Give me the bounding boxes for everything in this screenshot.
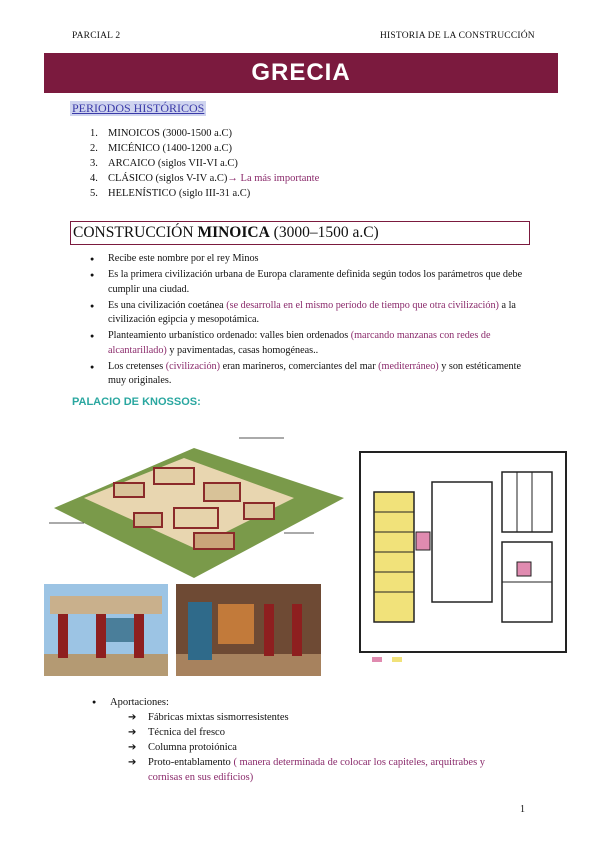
bullet-item	[90, 252, 530, 267]
section-prefix: CONSTRUCCIÓN	[73, 224, 198, 241]
palace-floor-plan	[352, 432, 574, 676]
section-suffix: (3000–1500 a.C)	[269, 224, 379, 241]
north-entrance-photo	[44, 584, 168, 676]
aportacion-text: Fábricas mixtas sismorresistentes	[148, 712, 289, 723]
period-num: 2.	[90, 143, 98, 154]
aportaciones-label: ● Aportaciones:	[92, 697, 169, 708]
period-item	[90, 141, 319, 156]
bullet-text: a la civilización egipcia y mesopotámica.	[108, 299, 516, 325]
title-banner: GRECIA	[44, 53, 558, 93]
bullet-text: Recibe este nombre por el rey Minos	[108, 253, 259, 264]
periods-list	[90, 126, 319, 201]
bullet-text: eran marineros, comerciantes del mar	[220, 360, 379, 372]
bullet-text: y son estéticamente muy originales.	[108, 360, 522, 386]
period-item	[90, 186, 319, 201]
aportacion-note: ( manera determinada de colocar los capiteles, arquitrabes y cornisas en sus edificios)	[148, 757, 486, 783]
photo-illustration	[44, 584, 168, 676]
bullet-text: Planteamiento urbanístico ordenado: valles bien ordenados	[108, 330, 351, 341]
section-heading	[70, 221, 530, 245]
bullet-note: (civilización)	[165, 360, 221, 372]
section-bold: MINOICA	[197, 224, 270, 241]
bullet-item	[90, 299, 530, 328]
aportacion-item	[128, 725, 518, 740]
period-text: HELENÍSTICO (siglo III-31 a.C)	[108, 188, 251, 199]
palace-model-illustration	[44, 428, 349, 580]
palace-heading: PALACIO DE KNOSSOS:	[72, 396, 201, 408]
bullet-note: (mediterráneo)	[378, 360, 439, 372]
period-note: → La más importante	[227, 173, 320, 184]
bullet-text: Los cretenses	[108, 360, 166, 372]
interior-room-photo	[176, 584, 321, 676]
aportacion-item	[128, 740, 518, 755]
bullet-note: (marcando manzanas con redes de alcantarillado)	[108, 330, 491, 356]
period-num: 4.	[90, 173, 98, 184]
minoica-bullets	[90, 252, 530, 390]
period-text: CLÁSICO (siglos V-IV a.C)	[108, 173, 228, 184]
bullet-note: (se desarrolla en el mismo período de tiempo que otra civilización)	[226, 299, 499, 311]
aportacion-item	[128, 710, 518, 725]
header-right: HISTORIA DE LA CONSTRUCCIÓN	[380, 31, 535, 41]
period-text: ARCAICO (siglos VII-VI a.C)	[108, 158, 238, 169]
bullet-item	[90, 268, 530, 297]
aportacion-text: Columna protoiónica	[148, 742, 237, 753]
period-item	[90, 126, 319, 141]
period-item	[90, 156, 319, 171]
photo-illustration	[176, 584, 321, 676]
period-item	[90, 171, 319, 186]
floor-plan-drawing	[352, 432, 574, 676]
period-num: 5.	[90, 188, 98, 199]
bullet-item	[90, 329, 530, 358]
aportacion-item	[128, 755, 518, 785]
bullet-text: Es una civilización coetánea	[108, 299, 227, 311]
period-num: 1.	[90, 128, 98, 139]
period-num: 3.	[90, 158, 98, 169]
palace-reconstruction-image	[44, 428, 349, 580]
periods-heading: PERIODOS HISTÓRICOS	[72, 101, 205, 115]
header-left: PARCIAL 2	[72, 31, 121, 41]
bullet-text: y pavimentadas, casas homogéneas..	[166, 344, 319, 356]
aportacion-text: Técnica del fresco	[148, 727, 225, 738]
bullet-text: Es la primera civilización urbana de Europa claramente definida según todos los parámetros que debe cumplir una ciudad.	[108, 269, 523, 295]
page-number: 1	[520, 804, 525, 815]
aportacion-text: Proto-entablamento	[148, 757, 231, 768]
aportaciones-list	[128, 710, 518, 785]
period-text: MINOICOS (3000-1500 a.C)	[108, 128, 232, 139]
aportaciones-text: Aportaciones:	[110, 697, 169, 708]
bullet-item	[90, 360, 530, 389]
period-text: MICÉNICO (1400-1200 a.C)	[108, 143, 232, 154]
